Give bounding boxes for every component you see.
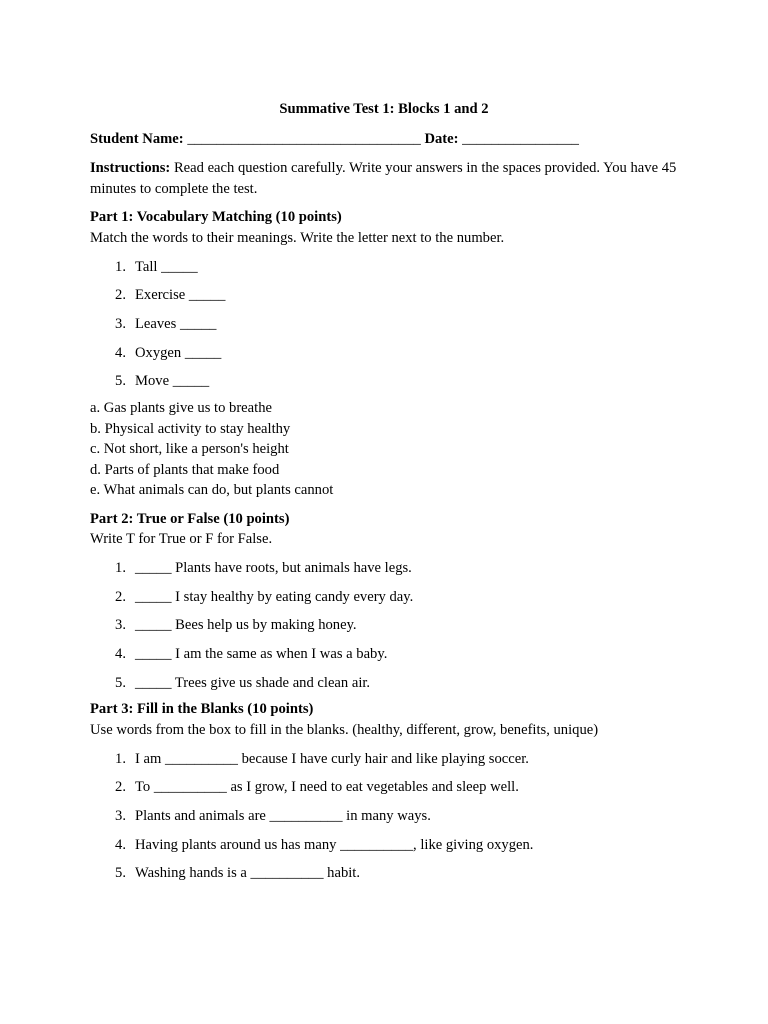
item-text: I am __________ because I have curly hair and like playing soccer.	[135, 750, 529, 767]
list-item	[90, 863, 678, 884]
item-text: Having plants around us has many __________, like giving oxygen.	[135, 836, 534, 853]
part3-title: Part 3: Fill in the Blanks (10 points)	[90, 701, 314, 718]
option-b: b. Physical activity to stay healthy	[90, 420, 291, 437]
part1-options	[90, 398, 678, 501]
part3-description: Use words from the box to fill in the blanks. (healthy, different, grow, benefits, unique)	[90, 722, 599, 738]
item-number: 4.	[115, 836, 126, 853]
list-item	[90, 615, 678, 636]
list-item	[90, 644, 678, 665]
list-item	[90, 371, 678, 392]
part3-question-list	[90, 749, 678, 884]
item-text: _____ I am the same as when I was a baby.	[135, 646, 388, 663]
student-info-line	[90, 129, 678, 150]
item-text: _____ Trees give us shade and clean air.	[135, 674, 371, 691]
part2-description: Write T for True or F for False.	[90, 531, 273, 548]
item-text: Washing hands is a __________ habit.	[135, 865, 361, 882]
list-item	[90, 835, 678, 856]
item-text: Leaves _____	[135, 315, 217, 332]
date-blank: ________________	[462, 130, 579, 147]
item-number: 3.	[115, 617, 126, 634]
list-item	[90, 777, 678, 798]
item-number: 5.	[115, 674, 126, 691]
list-item	[90, 587, 678, 608]
list-item	[90, 257, 678, 278]
item-text: To __________ as I grow, I need to eat vegetables and sleep well.	[135, 779, 519, 796]
item-number: 1.	[115, 750, 126, 767]
item-text: _____ I stay healthy by eating candy every day.	[135, 588, 414, 605]
instructions	[90, 158, 678, 199]
item-number: 2.	[115, 779, 126, 796]
option-e: e. What animals can do, but plants cannot	[90, 482, 334, 499]
item-number: 2.	[115, 287, 126, 304]
item-number: 1.	[115, 258, 126, 275]
list-item	[90, 673, 678, 694]
item-number: 4.	[115, 344, 126, 361]
item-number: 4.	[115, 646, 126, 663]
test-document	[90, 99, 678, 890]
part2-title: Part 2: True or False (10 points)	[90, 510, 290, 527]
part1-description: Match the words to their meanings. Write the letter next to the number.	[90, 229, 505, 246]
list-item	[90, 285, 678, 306]
list-item	[90, 806, 678, 827]
option-d: d. Parts of plants that make food	[90, 461, 280, 478]
item-number: 3.	[115, 807, 126, 824]
list-item	[90, 343, 678, 364]
date-label: Date:	[424, 130, 459, 147]
list-item	[90, 314, 678, 335]
list-item	[90, 558, 678, 579]
student-name-label: Student Name:	[90, 130, 184, 147]
item-number: 1.	[115, 560, 126, 577]
item-text: _____ Bees help us by making honey.	[135, 617, 357, 634]
part2-question-list	[90, 558, 678, 693]
item-number: 5.	[115, 373, 126, 390]
item-text: Tall _____	[135, 258, 198, 275]
item-text: Move _____	[135, 373, 210, 390]
item-text: Exercise _____	[135, 287, 226, 304]
item-number: 3.	[115, 315, 126, 332]
option-c: c. Not short, like a person's height	[90, 441, 289, 458]
document-title: Summative Test 1: Blocks 1 and 2	[279, 101, 489, 117]
item-text: _____ Plants have roots, but animals have legs.	[135, 560, 412, 577]
instructions-label: Instructions:	[90, 160, 171, 177]
item-text: Oxygen _____	[135, 344, 222, 361]
part1-question-list	[90, 257, 678, 392]
list-item	[90, 749, 678, 770]
option-a: a. Gas plants give us to breathe	[90, 399, 272, 416]
student-name-blank: ________________________________	[187, 130, 421, 147]
item-text: Plants and animals are __________ in many ways.	[135, 807, 431, 824]
item-number: 2.	[115, 588, 126, 605]
part1-title: Part 1: Vocabulary Matching (10 points)	[90, 209, 342, 226]
item-number: 5.	[115, 865, 126, 882]
instructions-text: Read each question carefully. Write your answers in the spaces provided. You have 45 minutes to complete the test.	[90, 160, 677, 197]
